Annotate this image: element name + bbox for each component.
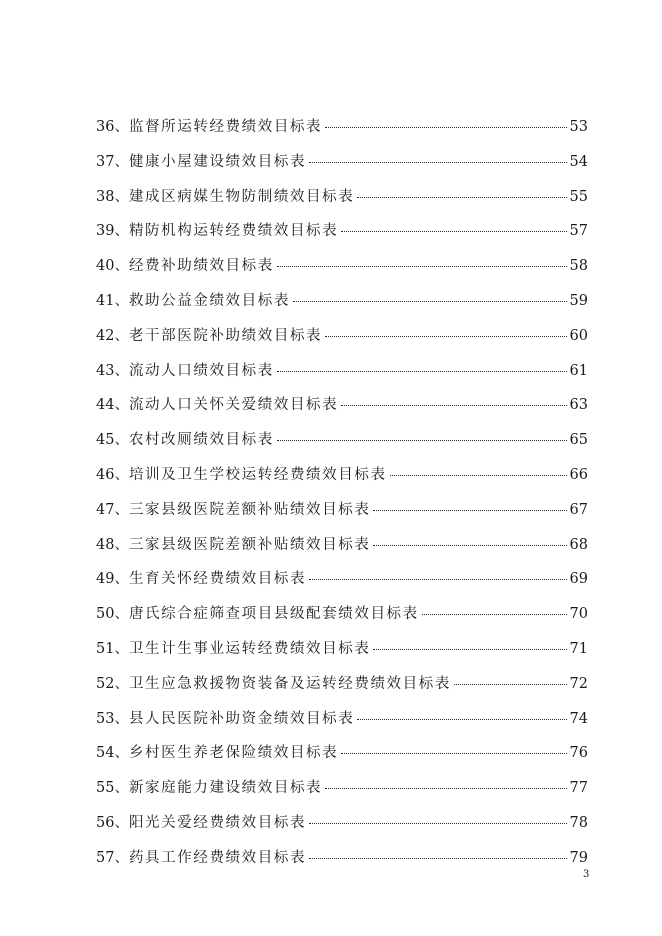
toc-entry[interactable]	[96, 187, 588, 222]
dot-leader	[277, 266, 567, 267]
toc-entry-title: 监督所运转经费绩效目标表	[128, 119, 323, 135]
dot-leader	[373, 649, 566, 650]
dot-leader	[325, 336, 566, 337]
toc-entry-page: 57	[569, 223, 588, 240]
toc-entry-page: 69	[569, 571, 588, 588]
page-number: 3	[583, 869, 590, 880]
toc-entry-page: 61	[569, 362, 588, 379]
toc-entry-page: 60	[569, 327, 588, 344]
toc-entry-page: 63	[569, 397, 588, 414]
dot-leader	[325, 788, 566, 789]
toc-entry-title: 经费补助绩效目标表	[128, 258, 274, 275]
toc-entry-page: 68	[569, 536, 588, 553]
toc-entry[interactable]	[96, 395, 588, 430]
dot-leader	[341, 753, 566, 754]
toc-entry-page: 74	[569, 710, 588, 727]
toc-entry-number: 39、	[96, 223, 129, 240]
dot-leader	[341, 405, 566, 406]
toc-entry-number: 51、	[96, 640, 129, 657]
toc-entry[interactable]	[96, 361, 588, 396]
toc-entry-title: 建成区病媒生物防制绩效目标表	[128, 188, 355, 205]
toc-entry[interactable]	[96, 604, 588, 639]
toc-entry-number: 57、	[96, 849, 129, 866]
toc-entry-title: 乡村医生养老保险绩效目标表	[128, 745, 339, 762]
toc-entry[interactable]	[96, 500, 588, 535]
toc-entry[interactable]	[96, 778, 588, 813]
toc-entry-number: 47、	[96, 501, 129, 518]
dot-leader	[357, 197, 566, 198]
toc-entry-page: 66	[569, 466, 588, 483]
dot-leader	[277, 440, 567, 441]
toc-entry-title: 生育关怀经费绩效目标表	[128, 571, 307, 588]
toc-entry[interactable]	[96, 813, 588, 848]
toc-entry-number: 41、	[96, 292, 129, 309]
toc-entry-number: 48、	[96, 536, 129, 553]
toc-entry-title: 县人民医院补助资金绩效目标表	[128, 710, 355, 727]
toc-entry-page: 67	[569, 501, 588, 518]
dot-leader	[373, 545, 566, 546]
toc-entry-page: 53	[569, 119, 588, 135]
toc-entry-title: 卫生计生事业运转经费绩效目标表	[128, 640, 371, 657]
toc-entry-page: 55	[569, 188, 588, 205]
toc-entry-title: 救助公益金绩效目标表	[128, 292, 290, 309]
dot-leader	[293, 301, 567, 302]
toc-entry[interactable]	[96, 291, 588, 326]
toc-entry-page: 70	[569, 606, 588, 623]
toc-entry[interactable]	[96, 430, 588, 465]
toc-entry-title: 老干部医院补助绩效目标表	[128, 327, 323, 344]
toc-entry-number: 37、	[96, 153, 129, 170]
dot-leader	[325, 127, 566, 128]
dot-leader	[390, 475, 567, 476]
toc-entry-page: 72	[569, 675, 588, 692]
toc-entry[interactable]	[96, 709, 588, 744]
toc-entry[interactable]	[96, 535, 588, 570]
toc-entry-title: 流动人口绩效目标表	[128, 362, 274, 379]
toc-entry-page: 76	[569, 745, 588, 762]
toc-entry-number: 55、	[96, 780, 129, 797]
toc-entry-page: 78	[569, 814, 588, 831]
toc-entry-page: 59	[569, 292, 588, 309]
toc-entry-title: 三家县级医院差额补贴绩效目标表	[128, 536, 371, 553]
toc-entry-title: 精防机构运转经费绩效目标表	[128, 223, 339, 240]
toc-entry[interactable]	[96, 117, 588, 152]
toc-entry-page: 54	[569, 153, 588, 170]
table-of-contents	[96, 117, 588, 883]
dot-leader	[277, 371, 567, 372]
toc-entry-page: 79	[569, 849, 588, 866]
dot-leader	[373, 510, 566, 511]
toc-entry[interactable]	[96, 743, 588, 778]
toc-entry[interactable]	[96, 256, 588, 291]
toc-entry-number: 45、	[96, 432, 129, 449]
toc-entry-number: 50、	[96, 606, 129, 623]
dot-leader	[357, 719, 566, 720]
toc-entry[interactable]	[96, 221, 588, 256]
toc-entry-title: 阳光关爱经费绩效目标表	[128, 814, 307, 831]
toc-entry-title: 健康小屋建设绩效目标表	[128, 153, 307, 170]
toc-entry-page: 77	[569, 780, 588, 797]
toc-entry-title: 流动人口关怀关爱绩效目标表	[128, 397, 339, 414]
toc-entry-title: 农村改厕绩效目标表	[128, 432, 274, 449]
toc-entry[interactable]	[96, 152, 588, 187]
toc-entry-title: 新家庭能力建设绩效目标表	[128, 780, 323, 797]
toc-entry[interactable]	[96, 674, 588, 709]
toc-entry[interactable]	[96, 639, 588, 674]
toc-entry[interactable]	[96, 569, 588, 604]
toc-entry-number: 49、	[96, 571, 129, 588]
toc-entry-number: 52、	[96, 675, 129, 692]
toc-entry-number: 44、	[96, 397, 129, 414]
toc-entry-number: 38、	[96, 188, 129, 205]
toc-entry-title: 培训及卫生学校运转经费绩效目标表	[128, 466, 387, 483]
toc-entry-number: 56、	[96, 814, 129, 831]
toc-entry-title: 卫生应急救援物资装备及运转经费绩效目标表	[128, 675, 451, 692]
toc-entry-page: 71	[569, 640, 588, 657]
toc-entry[interactable]	[96, 848, 588, 883]
dot-leader	[309, 579, 566, 580]
toc-entry-number: 36、	[96, 119, 129, 135]
dot-leader	[309, 858, 566, 859]
toc-entry[interactable]	[96, 465, 588, 500]
toc-entry-number: 40、	[96, 258, 129, 275]
dot-leader	[422, 614, 567, 615]
toc-entry[interactable]	[96, 326, 588, 361]
toc-entry-number: 54、	[96, 745, 129, 762]
toc-entry-number: 53、	[96, 710, 129, 727]
toc-entry-number: 42、	[96, 327, 129, 344]
dot-leader	[341, 231, 566, 232]
toc-entry-number: 46、	[96, 466, 129, 483]
toc-entry-number: 43、	[96, 362, 129, 379]
toc-entry-title: 唐氏综合症筛查项目县级配套绩效目标表	[128, 606, 419, 623]
toc-entry-title: 三家县级医院差额补贴绩效目标表	[128, 501, 371, 518]
dot-leader	[309, 823, 566, 824]
toc-entry-page: 58	[569, 258, 588, 275]
toc-entry-title: 药具工作经费绩效目标表	[128, 849, 307, 866]
toc-entry-page: 65	[569, 432, 588, 449]
dot-leader	[309, 162, 566, 163]
dot-leader	[454, 684, 567, 685]
